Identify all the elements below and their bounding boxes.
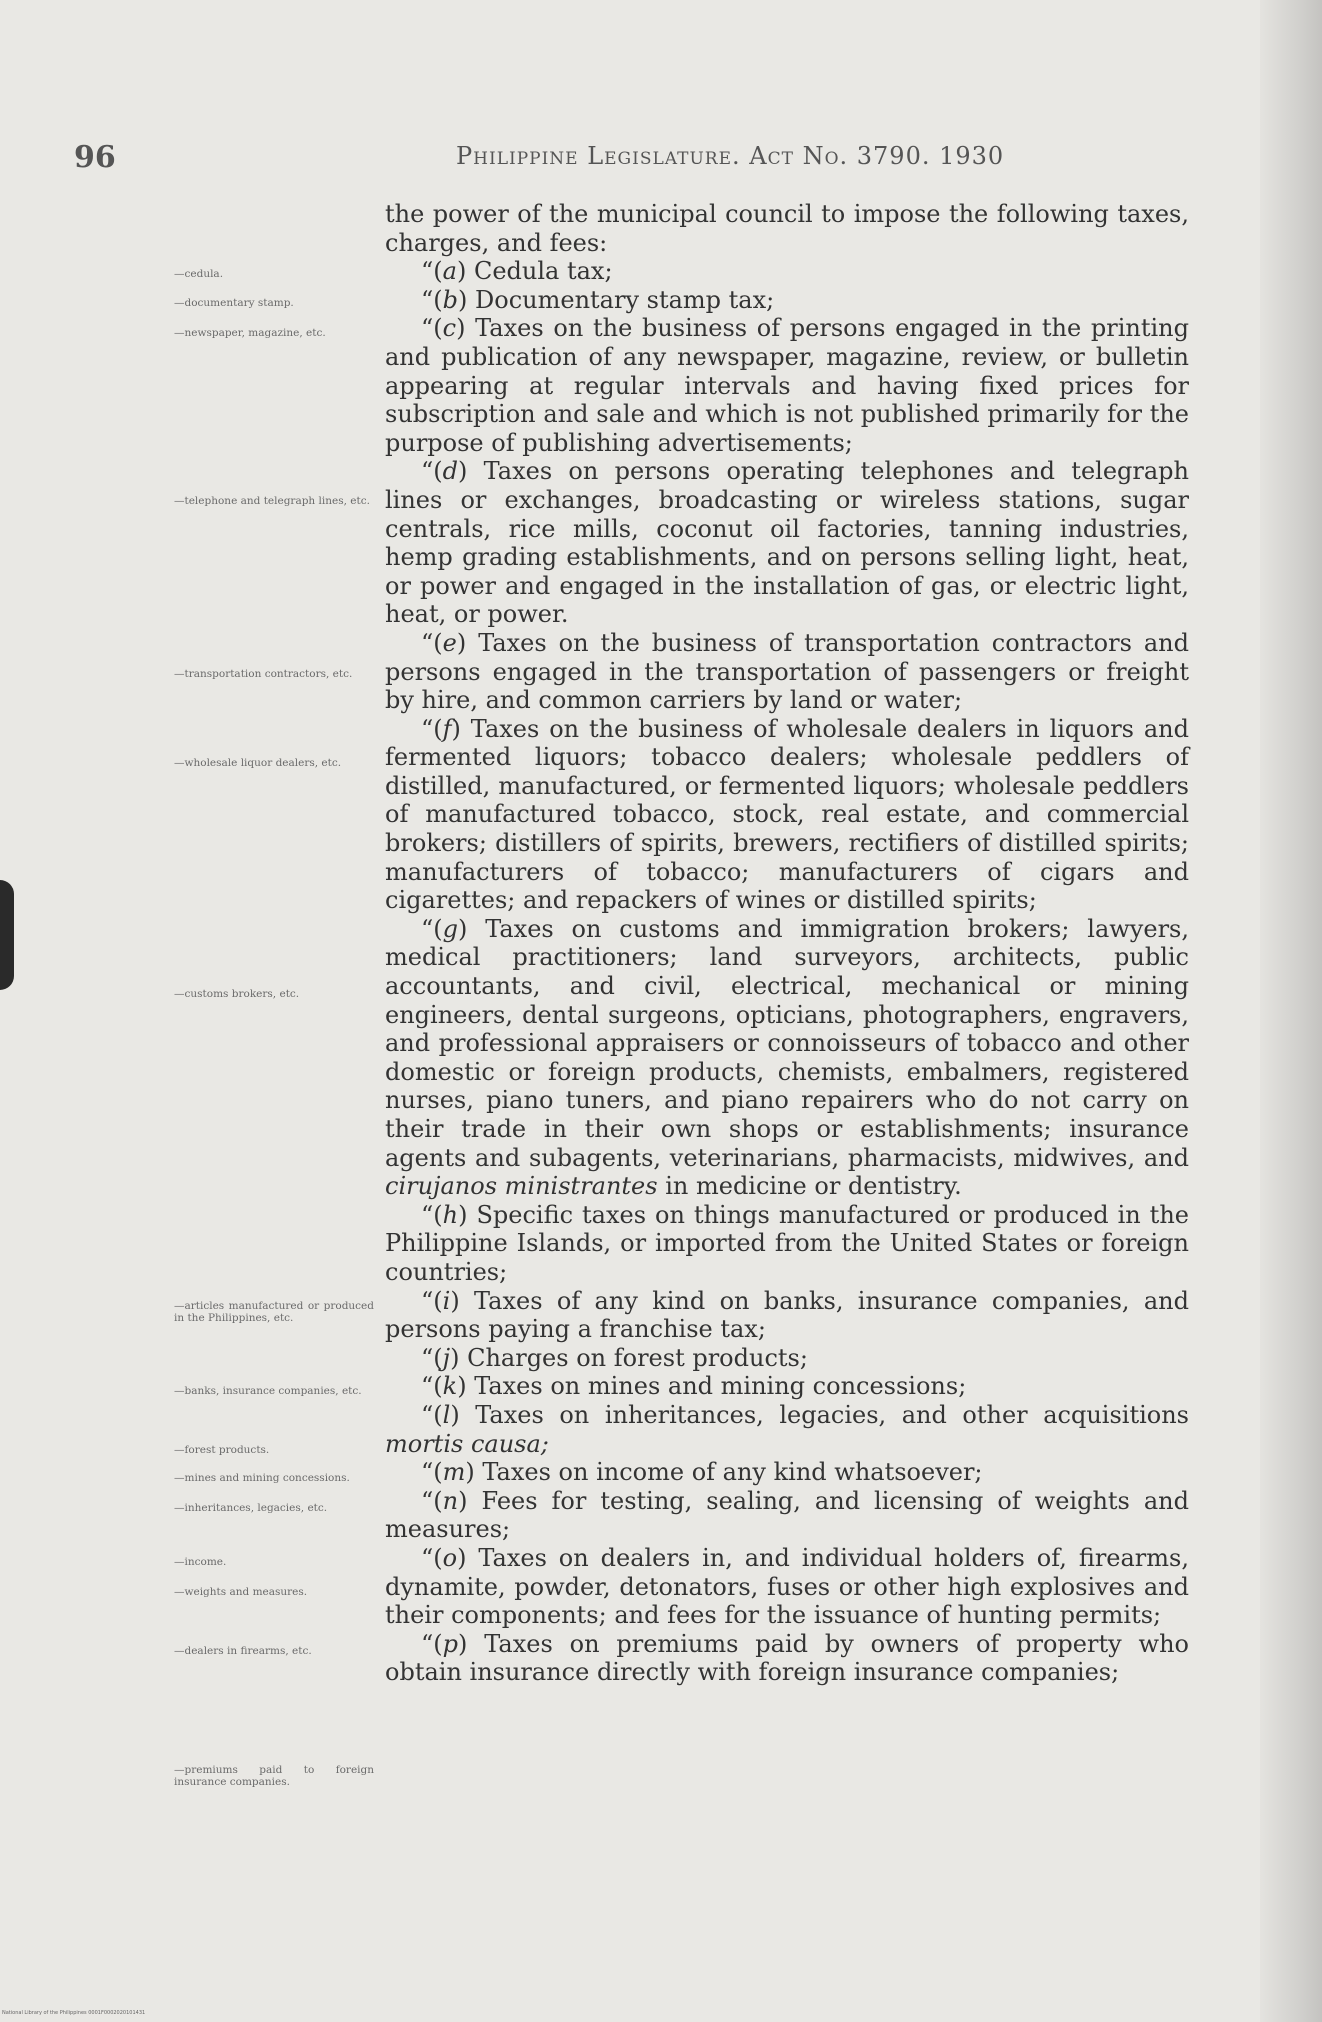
paragraph-i: “(i) Taxes of any kind on banks, insurance companies, and persons paying a franchise tax; [385,1286,1189,1344]
paragraph-f: “(f) Taxes on the business of wholesale dealers in liquors and fermented liquors; tobacco dealers; wholesale peddlers of distilled, manufactured, or fermented liquors; wholesale peddlers of manufactured tobacco, stock, real estate, and commercial brokers; distillers of spirits, brewers, rectifiers of distilled spirits; manufacturers of tobacco; manufacturers of cigars and cigarettes; and repackers of wines or distilled spirits; [385,714,1189,915]
italic-phrase: mortis causa; [385,1429,549,1458]
italic-phrase: cirujanos ministrantes [385,1172,658,1201]
paragraph-l: “(l) Taxes on inheritances, legacies, and other acquisitions mortis causa; [385,1400,1189,1458]
paragraph-c: “(c) Taxes on the business of persons engaged in the printing and publication of any newspaper, magazine, review, or bulletin appearing at regular intervals and having fixed prices for subscription and sale and which is not published primarily for the purpose of publishing advertisements; [385,314,1189,457]
paragraph-g: “(g) Taxes on customs and immigration brokers; lawyers, medical practitioners; land surveyors, architects, public accountants, and civil, electrical, mechanical or mining engineers, dental surgeons, opticians, photographers, engravers, and professional appraisers or connoisseurs of tobacco and other domestic or foreign products, chemists, embalmers, registered nurses, piano tuners, and piano repairers who do not carry on their trade in their own shops or establishments; insurance agents and subagents, veterinarians, pharmacists, midwives, and cirujanos ministrantes in medicine or dentistry. [385,914,1189,1201]
margin-note: —telephone and telegraph lines, etc. [174,495,370,507]
paragraph-a: “(a) Cedula tax; [421,257,613,286]
margin-note: —customs brokers, etc. [174,988,300,1000]
paragraph-e: “(e) Taxes on the business of transportation contractors and persons engaged in the transportation of passengers or freight by hire, and common carriers by land or water; [385,628,1190,715]
scan-credit: National Library of the Philippines 0001F0002020101431 [2,2010,146,2016]
paragraph-m: “(m) Taxes on income of any kind whatsoever; [421,1458,983,1487]
paragraph-d: “(d) Taxes on persons operating telephones and telegraph lines or exchanges, broadcasting or wireless stations, sugar centrals, rice mills, coconut oil factories, tanning industries, hemp grading establishments, and on persons selling light, heat, or power and engaged in the installation of gas, or electric light, heat, or power. [385,457,1189,629]
margin-note: —premiums paid to foreign insurance companies. [174,1764,374,1788]
page-number: 96 [74,140,116,175]
margin-note: —mines and mining concessions. [174,1472,350,1484]
scan-artifact [0,880,14,990]
margin-note: —weights and measures. [174,1586,308,1598]
page-edge-shadow [1260,0,1322,2022]
margin-note: —dealers in firearms, etc. [174,1645,312,1657]
margin-note: —inheritances, legacies, etc. [174,1502,328,1514]
body-text [385,200,1189,1687]
paragraph-n: “(n) Fees for testing, sealing, and licensing of weights and measures; [385,1486,1189,1544]
paragraph-h: “(h) Specific taxes on things manufactured or produced in the Philippine Islands, or imported from the United States or foreign countries; [385,1200,1189,1286]
paragraph-j: “(j) Charges on forest products; [421,1343,808,1372]
margin-note: —income. [174,1556,227,1568]
intro-paragraph: the power of the municipal council to impose the following taxes, charges, and fees: [385,200,1189,257]
margin-note: —banks, insurance companies, etc. [174,1385,362,1397]
margin-note: —forest products. [174,1444,270,1456]
paragraph-b: “(b) Documentary stamp tax; [421,285,775,314]
margin-note: —documentary stamp. [174,297,294,309]
paragraph-k: “(k) Taxes on mines and mining concessions; [421,1372,967,1401]
margin-note: —articles manufactured or produced in the Philippines, etc. [174,1300,374,1324]
paragraph-o: “(o) Taxes on dealers in, and individual holders of, firearms, dynamite, powder, detonators, fuses or other high explosives and their components; and fees for the issuance of hunting permits; [385,1543,1189,1630]
running-head: Philippine Legislature. Act No. 3790. 1930 [456,142,1005,170]
paragraph-p: “(p) Taxes on premiums paid by owners of property who obtain insurance directly with foreign insurance companies; [385,1629,1189,1687]
margin-note: —newspaper, magazine, etc. [174,327,326,339]
margin-note: —cedula. [174,268,224,280]
margin-note: —wholesale liquor dealers, etc. [174,757,342,769]
margin-note: —transportation contractors, etc. [174,668,353,680]
